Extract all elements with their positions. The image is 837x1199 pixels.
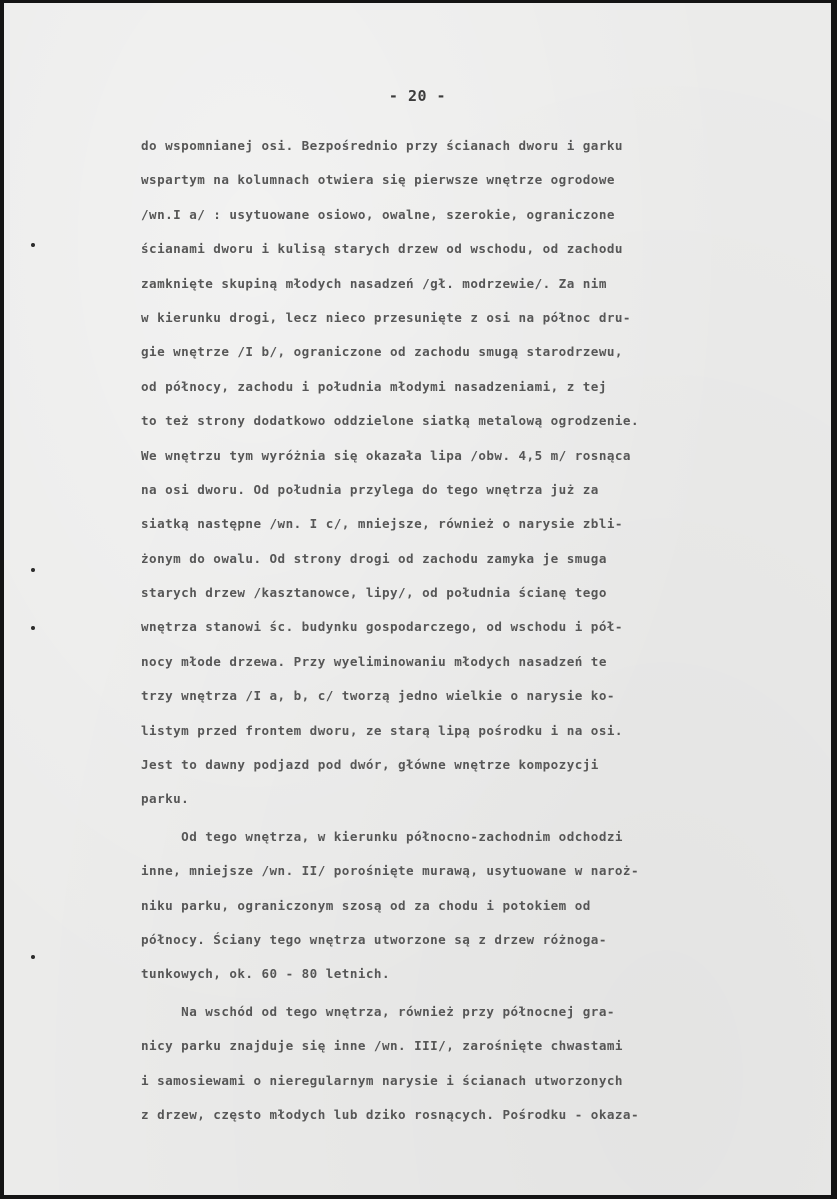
text-line: listym przed frontem dworu, ze starą lipą pośrodku i na osi. [141,722,623,738]
text-line: Od tego wnętrza, w kierunku północno-zachodnim odchodzi [141,828,623,844]
text-line: w kierunku drogi, lecz nieco przesunięte z osi na północ dru- [141,309,631,325]
text-line: ścianami dworu i kulisą starych drzew od wschodu, od zachodu [141,241,623,257]
text-line: i samosiewami o nieregularnym narysie i ścianach utworzonych [141,1072,623,1088]
text-line: nocy młode drzewa. Przy wyeliminowaniu młodych nasadzeń te [141,653,607,669]
text-line: siatką następne /wn. I c/, mniejsze, również o narysie zbli- [141,516,623,532]
text-line: na osi dworu. Od południa przylega do tego wnętrza już za [141,481,599,497]
text-line: wspartym na kolumnach otwiera się pierwsze wnętrze ogrodowe [141,172,615,188]
margin-dot [31,568,35,572]
text-line: to też strony dodatkowo oddzielone siatką metalową ogrodzenie. [141,413,639,429]
text-line: gie wnętrze /I b/, ograniczone od zachodu smugą starodrzewu, [141,344,623,360]
typewritten-page [4,3,831,1195]
text-line: z drzew, często młodych lub dziko rosnących. Pośrodku - okaza- [141,1106,639,1122]
text-line: żonym do owalu. Od strony drogi od zachodu zamyka je smuga [141,550,607,566]
text-line: trzy wnętrza /I a, b, c/ tworzą jedno wielkie o narysie ko- [141,688,615,704]
margin-dot [31,243,35,247]
text-line: zamknięte skupiną młodych nasadzeń /gł. modrzewie/. Za nim [141,275,607,291]
text-line: parku. [141,791,190,807]
text-line: inne, mniejsze /wn. II/ porośnięte murawą, usytuowane w naroż- [141,863,639,879]
text-line: nicy parku znajduje się inne /wn. III/, zarośnięte chwastami [141,1038,623,1054]
text-line: Na wschód od tego wnętrza, również przy północnej gra- [141,1003,615,1019]
text-line: do wspomnianej osi. Bezpośrednio przy ścianach dworu i garku [141,138,623,153]
body-text [141,129,811,1132]
text-line: Jest to dawny podjazd pod dwór, główne wnętrze kompozycji [141,757,599,773]
margin-dot [31,955,35,959]
text-line: starych drzew /kasztanowce, lipy/, od południa ścianę tego [141,585,607,601]
text-line: wnętrza stanowi śc. budynku gospodarczego, od wschodu i pół- [141,619,623,635]
margin-dot [31,626,35,630]
text-line: niku parku, ograniczonym szosą od za chodu i potokiem od [141,897,591,913]
text-line: We wnętrzu tym wyróżnia się okazała lipa /obw. 4,5 m/ rosnąca [141,447,631,463]
page-number: - 20 - [388,87,447,105]
text-line: /wn.I a/ : usytuowane osiowo, owalne, szerokie, ograniczone [141,206,615,222]
text-line: od północy, zachodu i południa młodymi nasadzeniami, z tej [141,378,607,394]
text-line: północy. Ściany tego wnętrza utworzone są z drzew różnoga- [141,931,607,947]
text-line: tunkowych, ok. 60 - 80 letnich. [141,966,390,982]
